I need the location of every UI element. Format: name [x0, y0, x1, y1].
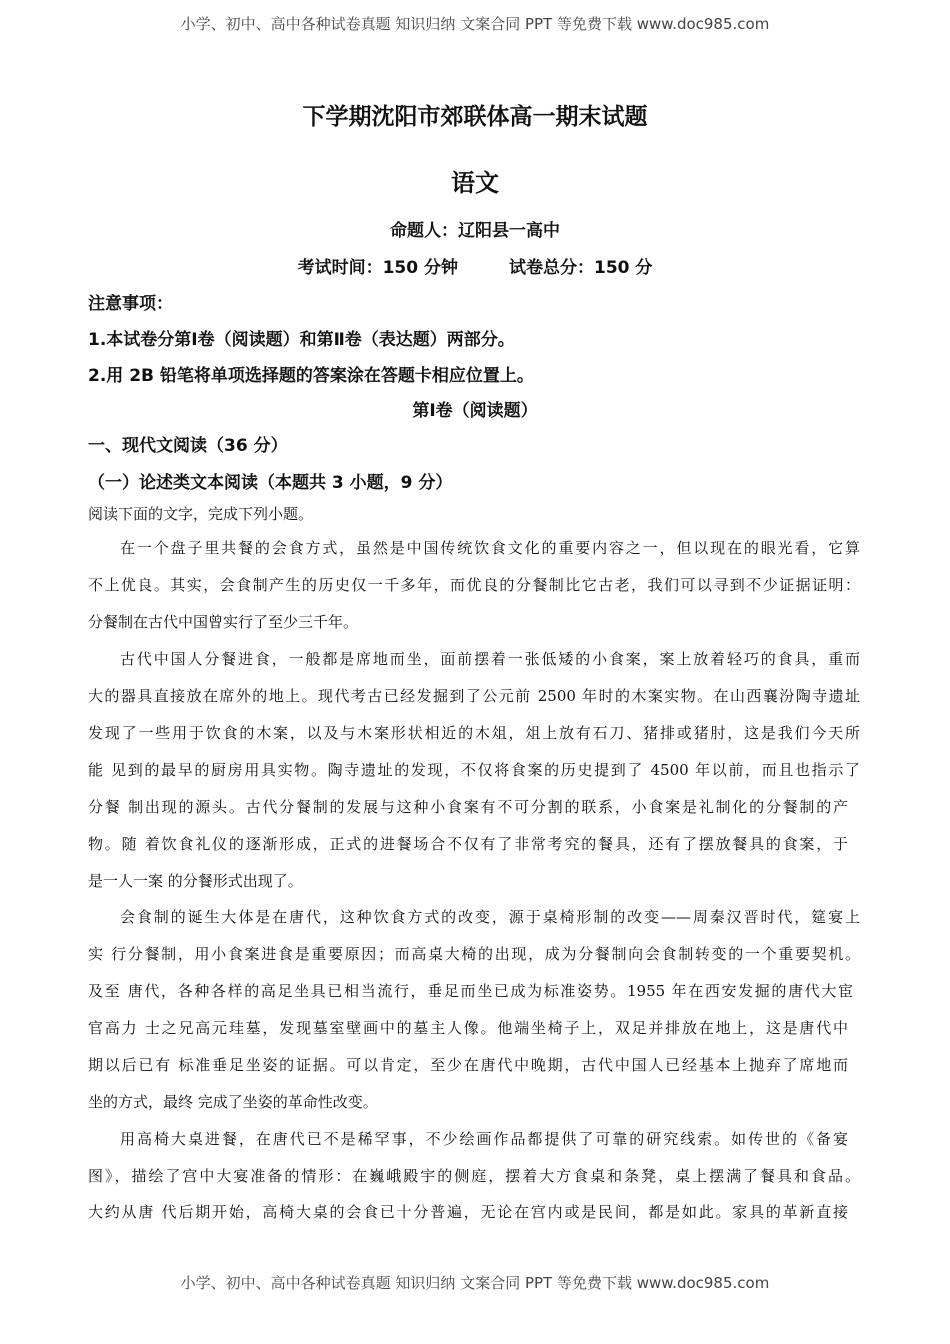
- passage-line: 不上优良。其实，会食制产生的历史仅一千多年，而优良的分餐制比它古老，我们可以寻到不少证据证明：: [88, 576, 860, 594]
- passage-line: 古代中国人分餐进食，一般都是席地而坐，面前摆着一张低矮的小食案，案上放着轻巧的食具，重而: [120, 650, 860, 668]
- passage-line: 用高椅大桌进餐，在唐代已不是稀罕事，不少绘画作品都提供了可靠的研究线索。如传世的《备宴: [120, 1130, 848, 1148]
- passage-line: 及至 唐代，各种各样的高足坐具已相当流行，垂足而坐已成为标准姿势。1955 年在西安发掘的唐代大宦: [88, 982, 853, 1000]
- exam-title: 下学期沈阳市郊联体高一期末试题: [302, 104, 648, 130]
- passage-line: 是一人一案 的分餐形式出现了。: [88, 872, 303, 890]
- notes-heading: 注意事项：: [88, 294, 173, 314]
- passage-line: 会食制的诞生大体是在唐代，这种饮食方式的改变，源于桌椅形制的改变——周秦汉晋时代，筵宴上: [120, 908, 860, 926]
- section-heading: 一、现代文阅读（36 分）: [88, 436, 288, 456]
- subject-title: 语文: [451, 169, 499, 197]
- exam-info: 考试时间：150 分钟 试卷总分：150 分: [297, 258, 653, 278]
- passage-line: 分餐制在古代中国曾实行了至少三千年。: [88, 613, 359, 631]
- passage-line: 坐的方式，最终 完成了坐姿的革命性改变。: [88, 1093, 378, 1111]
- passage-line: 能 见到的最早的厨房用具实物。陶寺遗址的发现，不仅将食案的历史提到了 4500 年以前，而且也指示了: [88, 761, 860, 779]
- footer-watermark: 小学、初中、高中各种试卷真题 知识归纳 文案合同 PPT 等免费下载 www.doc985.com: [180, 1274, 770, 1292]
- passage-line: 物。随 着饮食礼仪的逐渐形成，正式的进餐场合不仅有了非常考究的餐具，还有了摆放餐具的食案，于: [88, 835, 848, 853]
- volume-heading: 第Ⅰ卷（阅读题）: [412, 401, 538, 421]
- passage-line: 在一个盘子里共餐的会食方式，虽然是中国传统饮食文化的重要内容之一，但以现在的眼光看，它算: [120, 539, 860, 557]
- passage-line: 分餐 制出现的源头。古代分餐制的发展与这种小食案有不可分割的联系，小食案是礼制化的分餐制的产: [88, 798, 848, 816]
- passage-line: 期以后已有 标准垂足坐姿的证据。可以肯定，至少在唐代中晚期，古代中国人已经基本上抛弃了席地而: [88, 1056, 848, 1074]
- subsection-heading: （一）论述类文本阅读（本题共 3 小题，9 分）: [88, 473, 453, 493]
- passage-line: 实 行分餐制，用小食案进食是重要原因；而高桌大椅的出现，成为分餐制向会食制转变的一个重要契机。: [88, 945, 860, 963]
- passage-line: 大约从唐 代后期开始，高椅大桌的会食已十分普遍，无论在宫内或是民间，都是如此。家具的革新直接: [88, 1203, 848, 1221]
- author-line: 命题人：辽阳县一高中: [390, 221, 560, 241]
- passage-line: 图》，描绘了宫中大宴准备的情形：在巍峨殿宇的侧庭，摆着大方食桌和条凳，桌上摆满了餐具和食品。: [88, 1167, 860, 1185]
- passage-line: 官高力 士之兄高元珪墓，发现墓室壁画中的墓主人像。他端坐椅子上，双足并排放在地上，这是唐代中: [88, 1019, 848, 1037]
- passage-line: 发现了一些用于饮食的木案，以及与木案形状相近的木俎，俎上放有石刀、猪排或猪肘，这是我们今天所: [88, 724, 860, 742]
- note-2: 2.用 2B 铅笔将单项选择题的答案涂在答题卡相应位置上。: [88, 366, 534, 386]
- instruction: 阅读下面的文字，完成下列小题。: [88, 505, 314, 523]
- header-watermark: 小学、初中、高中各种试卷真题 知识归纳 文案合同 PPT 等免费下载 www.doc985.com: [180, 15, 770, 33]
- passage-line: 大的器具直接放在席外的地上。现代考古已经发掘到了公元前 2500 年时的木案实物。在山西襄汾陶寺遗址: [88, 687, 860, 705]
- note-1: 1.本试卷分第Ⅰ卷（阅读题）和第Ⅱ卷（表达题）两部分。: [88, 330, 515, 350]
